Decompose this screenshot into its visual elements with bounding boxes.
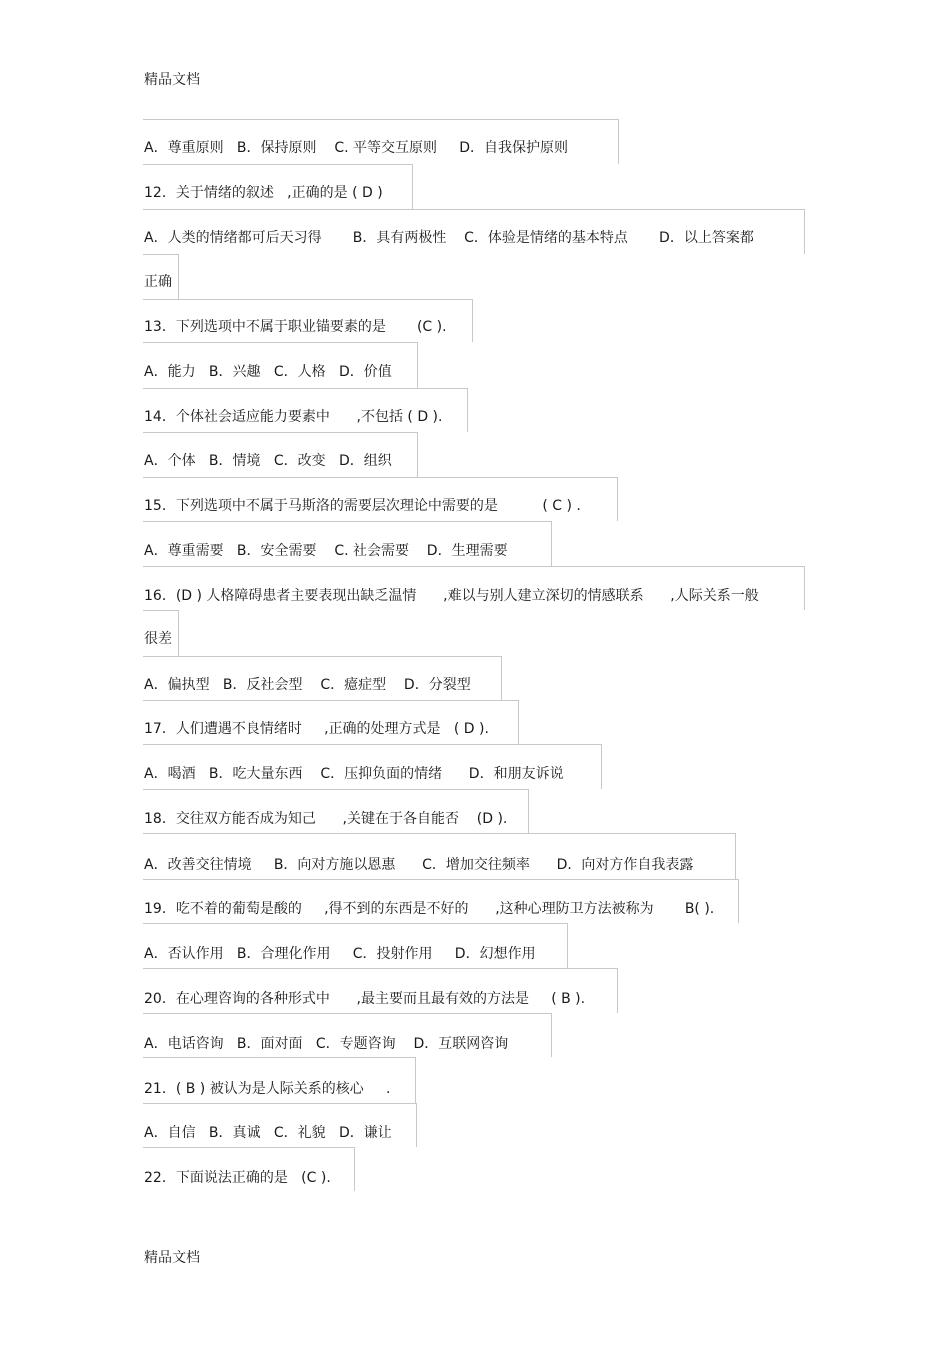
question-line: 16．(D ) 人格障碍患者主要表现出缺乏温情 ,难以与别人建立深切的情感联系 ,人际关系一般 bbox=[144, 588, 759, 604]
question-line: 18．交往双方能否成为知己 ,关键在于各自能否 (D ). bbox=[144, 811, 508, 827]
question-line: 20．在心理咨询的各种形式中 ,最主要而且最有效的方法是 ( B ). bbox=[144, 991, 586, 1007]
question-line: 22．下面说法正确的是 (C ). bbox=[144, 1170, 331, 1186]
option-line: A．尊重原则 B．保持原则 C. 平等交互原则 D．自我保护原则 bbox=[144, 140, 569, 156]
option-line: A．喝酒 B．吃大量东西 C．压抑负面的情绪 D．和朋友诉说 bbox=[144, 766, 564, 782]
question-line: 19．吃不着的葡萄是酸的 ,得不到的东西是不好的 ,这种心理防卫方法被称为 B( ). bbox=[144, 901, 715, 917]
question-line: 12．关于情绪的叙述 ,正确的是 ( D ) bbox=[144, 185, 383, 201]
option-line: A．偏执型 B．反社会型 C．癔症型 D．分裂型 bbox=[144, 677, 471, 693]
question-line: 21．( B ) 被认为是人际关系的核心 . bbox=[144, 1081, 391, 1097]
option-line: 正确 bbox=[144, 274, 172, 290]
question-line: 很差 bbox=[144, 631, 172, 647]
option-line: A．自信 B．真诚 C．礼貌 D．谦让 bbox=[144, 1125, 392, 1141]
option-line: A．电话咨询 B．面对面 C．专题咨询 D．互联网咨询 bbox=[144, 1036, 509, 1052]
question-line: 15．下列选项中不属于马斯洛的需要层次理论中需要的是 ( C ) . bbox=[144, 498, 581, 514]
option-line: A．个体 B．情境 C．改变 D．组织 bbox=[144, 453, 392, 469]
option-line: A．人类的情绪都可后天习得 B．具有两极性 C．体验是情绪的基本特点 D．以上答案都 bbox=[144, 230, 754, 246]
question-line: 13．下列选项中不属于职业锚要素的是 (C ). bbox=[144, 319, 447, 335]
page-footer: 精品文档 bbox=[144, 1250, 200, 1266]
option-line: A．改善交往情境 B．向对方施以恩惠 C．增加交往频率 D．向对方作自我表露 bbox=[144, 857, 694, 873]
question-line: 17．人们遭遇不良情绪时 ,正确的处理方式是 ( D ). bbox=[144, 721, 489, 737]
option-line: A．否认作用 B．合理化作用 C．投射作用 D．幻想作用 bbox=[144, 946, 536, 962]
option-line: A．尊重需要 B．安全需要 C. 社会需要 D．生理需要 bbox=[144, 543, 508, 559]
question-line: 14．个体社会适应能力要素中 ,不包括 ( D ). bbox=[144, 409, 443, 425]
option-line: A．能力 B．兴趣 C．人格 D．价值 bbox=[144, 364, 392, 380]
page-header: 精品文档 bbox=[144, 72, 200, 88]
